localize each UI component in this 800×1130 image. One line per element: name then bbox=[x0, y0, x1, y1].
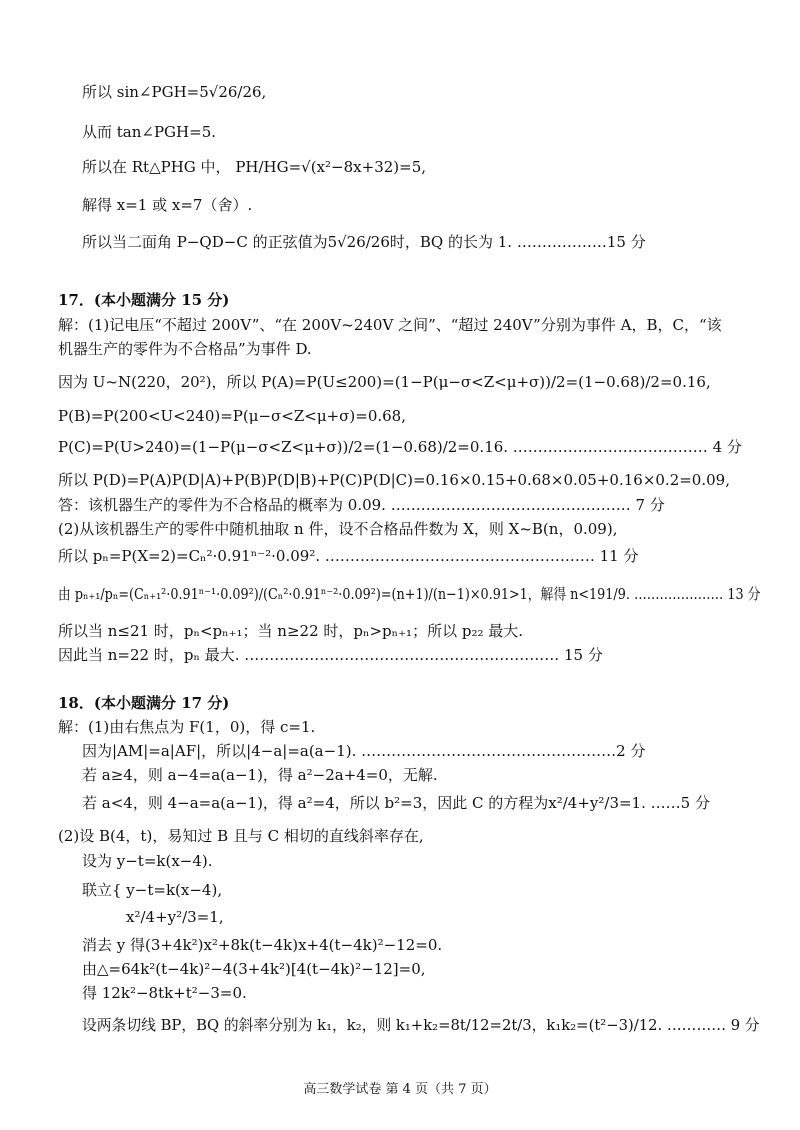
text-line: 从而 tan∠PGH=5. bbox=[82, 123, 217, 141]
text-line: 因为|AM|=a|AF|，所以|4−a|=a(a−1). ……………………………………………2 分 bbox=[82, 742, 646, 760]
text-line: 若 a≥4，则 a−4=a(a−1)，得 a²−2a+4=0，无解. bbox=[82, 766, 438, 784]
question-heading: 17．(本小题满分 15 分) bbox=[58, 291, 230, 309]
text-line: 若 a<4，则 4−a=a(a−1)，得 a²=4，所以 b²=3，因此 C 的方程为x²/4+y²/3=1. ……5 分 bbox=[82, 794, 710, 812]
text-line: 设为 y−t=k(x−4). bbox=[82, 852, 213, 870]
system-equation-line-2: x²/4+y²/3=1, bbox=[126, 908, 224, 926]
text-line: 所以当二面角 P−QD−C 的正弦值为5√26/26时，BQ 的长为 1. ………………15 分 bbox=[82, 233, 646, 251]
text-line: 所以 sin∠PGH=5√26/26, bbox=[82, 83, 267, 101]
text-line: 解：(1)由右焦点为 F(1，0)，得 c=1. bbox=[58, 718, 316, 736]
text-line: 所以 P(D)=P(A)P(D|A)+P(B)P(D|B)+P(C)P(D|C)=0.16×0.15+0.68×0.05+0.16×0.2=0.09, bbox=[58, 471, 730, 489]
text-line: 因此当 n=22 时，pₙ 最大. ……………………………………………………… 15 分 bbox=[58, 646, 603, 664]
text-line: 机器生产的零件为不合格品”为事件 D. bbox=[58, 340, 312, 358]
text-line: 所以在 Rt△PHG 中， PH/HG=√(x²−8x+32)=5, bbox=[82, 158, 427, 176]
text-line: 解得 x=1 或 x=7（舍）. bbox=[82, 196, 253, 214]
text-line: 得 12k²−8tk+t²−3=0. bbox=[82, 984, 247, 1002]
text-line: (2)从该机器生产的零件中随机抽取 n 件，设不合格品件数为 X，则 X~B(n，0.09), bbox=[58, 520, 618, 538]
text-line: 由△=64k²(t−4k)²−4(3+4k²)[4(t−4k)²−12]=0, bbox=[82, 960, 426, 978]
text-line: 因为 U~N(220，20²)，所以 P(A)=P(U≤200)=(1−P(μ−σ<Z<μ+σ))/2=(1−0.68)/2=0.16, bbox=[58, 373, 711, 391]
system-equation-line-1: 联立{ y−t=k(x−4), bbox=[82, 881, 223, 899]
text-line: (2)设 B(4，t)，易知过 B 且与 C 相切的直线斜率存在, bbox=[58, 827, 424, 845]
text-line: 由 pₙ₊₁/pₙ=(Cₙ₊₁²·0.91ⁿ⁻¹·0.09²)/(Cₙ²·0.91ⁿ⁻²·0.09²)=(n+1)/(n−1)×0.91>1，解得 n<191/9. ………………… 13 分 bbox=[58, 585, 761, 603]
text-line: 消去 y 得(3+4k²)x²+8k(t−4k)x+4(t−4k)²−12=0. bbox=[82, 936, 443, 954]
text-line: P(B)=P(200<U<240)=P(μ−σ<Z<μ+σ)=0.68, bbox=[58, 407, 406, 425]
text-line: 所以 pₙ=P(X=2)=Cₙ²·0.91ⁿ⁻²·0.09². ……………………………………………… 11 分 bbox=[58, 547, 639, 565]
text-line: 解：(1)记电压“不超过 200V”、“在 200V~240V 之间”、“超过 240V”分别为事件 A，B，C，“该 bbox=[58, 316, 722, 334]
text-line: P(C)=P(U>240)=(1−P(μ−σ<Z<μ+σ))/2=(1−0.68)/2=0.16. ………………………………… 4 分 bbox=[58, 438, 742, 456]
text-line: 所以当 n≤21 时，pₙ<pₙ₊₁；当 n≥22 时，pₙ>pₙ₊₁；所以 p₂₂ 最大. bbox=[58, 622, 524, 640]
text-line: 答：该机器生产的零件为不合格品的概率为 0.09. ………………………………………… 7 分 bbox=[58, 496, 665, 514]
text-line: 设两条切线 BP，BQ 的斜率分别为 k₁，k₂，则 k₁+k₂=8t/12=2t/3，k₁k₂=(t²−3)/12. ………… 9 分 bbox=[82, 1016, 760, 1034]
question-heading: 18．(本小题满分 17 分) bbox=[58, 694, 230, 712]
page-footer: 高三数学试卷 第 4 页（共 7 页） bbox=[303, 1082, 497, 1097]
